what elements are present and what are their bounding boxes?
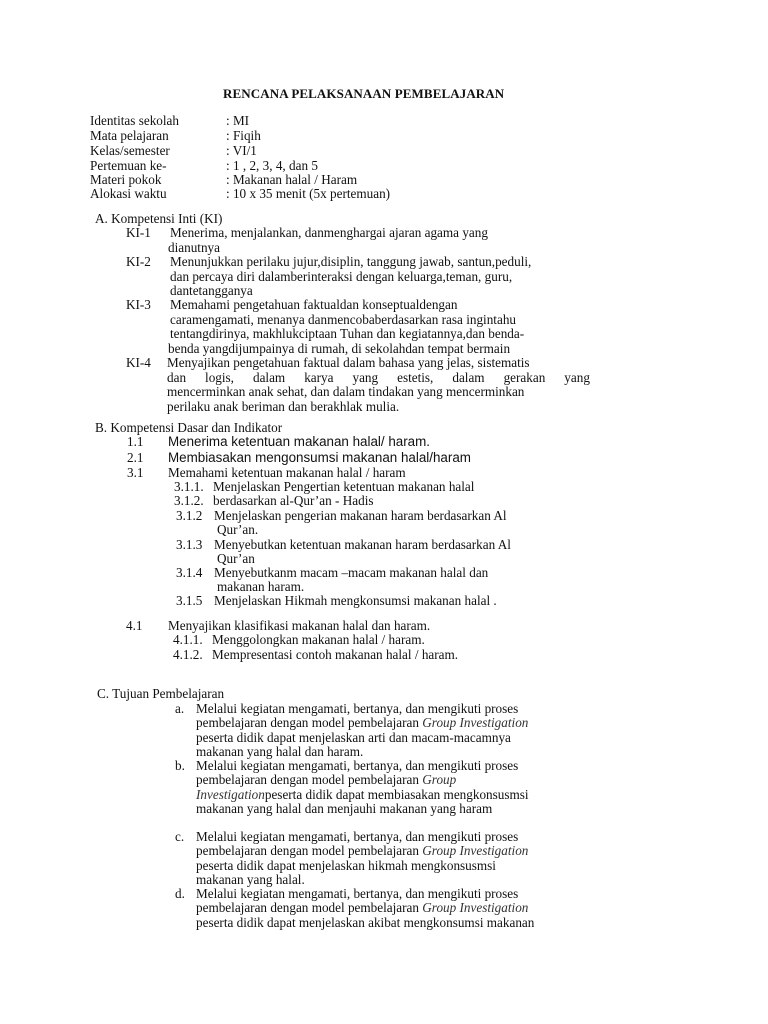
objective-text: Melalui kegiatan mengamati, bertanya, dan mengikuti proses	[196, 829, 519, 844]
italic-term: Group Investigation	[422, 843, 529, 858]
objective-text: Melalui kegiatan mengamati, bertanya, dan mengikuti proses	[196, 886, 519, 901]
identity-value: : Fiqih	[226, 128, 261, 143]
kd-code: 2.1	[127, 450, 144, 465]
italic-term: Investigation	[196, 787, 265, 802]
kd-code: 3.1	[127, 465, 144, 480]
ki-text: tentangdirinya, makhlukciptaan Tuhan dan kegiatannya,dan benda-	[170, 326, 525, 341]
word: yang	[352, 370, 379, 385]
indicator-code: 3.1.4	[176, 565, 203, 580]
identity-label: Kelas/semester	[90, 143, 170, 158]
identity-label: Identitas sekolah	[90, 113, 179, 128]
ki-code: KI-1	[126, 225, 151, 240]
word: yang	[564, 370, 590, 385]
ki-text: perilaku anak beriman dan berakhlak mulia.	[167, 399, 400, 414]
objective-text: peserta didik dapat menjelaskan akibat mengkonsumsi makanan	[196, 915, 535, 930]
indicator-text: makanan haram.	[217, 579, 305, 594]
objective-text: makanan yang halal.	[196, 872, 305, 887]
ki-text: caramengamati, menanya danmencobaberdasarkan rasa ingintahu	[170, 312, 517, 327]
ki-code: KI-3	[126, 297, 151, 312]
ki-text: dan percaya diri dalamberinteraksi dengan keluarga,teman, guru,	[170, 269, 513, 284]
indicator-code: 3.1.2.	[174, 493, 204, 508]
identity-value: : Makanan halal / Haram	[226, 172, 358, 187]
italic-term: Group Investigation	[422, 900, 529, 915]
word: dalam	[452, 370, 485, 385]
italic-term: Group	[422, 772, 457, 787]
section-a-heading: A. Kompetensi Inti (KI)	[95, 211, 223, 226]
identity-label: Pertemuan ke-	[90, 158, 167, 173]
indicator-code: 3.1.3	[176, 537, 203, 552]
word: dalam	[252, 370, 286, 385]
document-title: RENCANA PELAKSANAAN PEMBELAJARAN	[223, 86, 505, 101]
ki-text: dianutnya	[168, 240, 221, 255]
text-run: pembelajaran dengan model pembelajaran	[196, 772, 423, 787]
italic-term: Group Investigation	[422, 715, 529, 730]
word: logis,	[205, 370, 234, 385]
indicator-text: Menyebutkanm macam –macam makanan halal dan	[214, 565, 489, 580]
objective-text: makanan yang halal dan haram.	[196, 744, 364, 759]
identity-label: Alokasi waktu	[90, 186, 167, 201]
objective-letter: b.	[175, 758, 185, 773]
ki-text: benda yangdijumpainya di rumah, di sekolahdan tempat bermain	[168, 341, 511, 356]
word: gerakan	[503, 370, 546, 385]
objective-text: Melalui kegiatan mengamati, bertanya, dan mengikuti proses	[196, 758, 519, 773]
text-run: pembelajaran dengan model pembelajaran	[196, 715, 423, 730]
objective-letter: c.	[175, 829, 185, 844]
ki-text: Menerima, menjalankan, danmenghargai ajaran agama yang	[170, 225, 488, 240]
ki-code: KI-4	[126, 355, 151, 370]
objective-letter: d.	[175, 886, 185, 901]
indicator-text: Qur’an	[217, 551, 255, 566]
ki-code: KI-2	[126, 254, 151, 269]
ki-text: Menyajikan pengetahuan faktual dalam bahasa yang jelas, sistematis	[167, 355, 530, 370]
kd-code: 4.1	[126, 618, 143, 633]
identity-value: : 10 x 35 menit (5x pertemuan)	[226, 186, 391, 201]
text-run: pembelajaran dengan model pembelajaran	[196, 843, 423, 858]
kd-text: Menyajikan klasifikasi makanan halal dan haram.	[168, 618, 431, 633]
identity-value: : VI/1	[226, 143, 257, 158]
indicator-text: Qur’an.	[217, 522, 259, 537]
indicator-text: Menjelaskan pengerian makanan haram berdasarkan Al	[214, 508, 507, 523]
objective-text	[196, 843, 528, 858]
identity-label: Materi pokok	[90, 172, 162, 187]
indicator-text: berdasarkan al-Qur’an - Hadis	[213, 493, 374, 508]
section-c-heading: C. Tujuan Pembelajaran	[97, 686, 225, 701]
text-run: peserta didik dapat membiasakan mengkonsusmsi	[264, 787, 529, 802]
word: karya	[304, 370, 334, 385]
objective-text	[196, 787, 529, 802]
kd-text: Menerima ketentuan makanan halal/ haram.	[168, 434, 431, 449]
indicator-text: Menggolongkan makanan halal / haram.	[212, 632, 425, 647]
kd-text: Membiasakan mengonsumsi makanan halal/haram	[168, 450, 471, 465]
objective-letter: a.	[175, 701, 185, 716]
ki-text: Menunjukkan perilaku jujur,disiplin, tanggung jawab, santun,peduli,	[170, 254, 532, 269]
kd-code: 1.1	[127, 434, 144, 449]
ki-text: Memahami pengetahuan faktualdan konseptualdengan	[170, 297, 458, 312]
ki-text-justified	[167, 370, 590, 385]
objective-text	[196, 900, 528, 915]
indicator-text: Menyebutkan ketentuan makanan haram berdasarkan Al	[214, 537, 511, 552]
objective-text: makanan yang halal dan menjauhi makanan yang haram	[196, 801, 493, 816]
ki-text: dantetangganya	[170, 283, 253, 298]
kd-text: Memahami ketentuan makanan halal / haram	[168, 465, 406, 480]
indicator-code: 4.1.2.	[173, 647, 203, 662]
ki-text: mencerminkan anak sehat, dan dalam tindakan yang mencerminkan	[167, 384, 525, 399]
indicator-text: Mempresentasi contoh makanan halal / haram.	[212, 647, 459, 662]
identity-value: : MI	[226, 113, 250, 128]
objective-text: Melalui kegiatan mengamati, bertanya, dan mengikuti proses	[196, 701, 519, 716]
identity-value: : 1 , 2, 3, 4, dan 5	[226, 158, 318, 173]
identity-label: Mata pelajaran	[90, 128, 169, 143]
objective-text	[196, 715, 528, 730]
word: estetis,	[397, 370, 434, 385]
indicator-code: 3.1.2	[176, 508, 203, 523]
indicator-code: 3.1.1.	[174, 479, 204, 494]
objective-text: peserta didik dapat menjelaskan hikmah mengkonsusmsi	[196, 858, 496, 873]
indicator-text: Menjelaskan Hikmah mengkonsumsi makanan halal .	[214, 593, 497, 608]
section-b-heading: B. Kompetensi Dasar dan Indikator	[95, 420, 283, 435]
indicator-code: 4.1.1.	[173, 632, 203, 647]
indicator-code: 3.1.5	[176, 593, 203, 608]
objective-text: peserta didik dapat menjelaskan arti dan macam-macamnya	[196, 730, 511, 745]
text-run: pembelajaran dengan model pembelajaran	[196, 900, 423, 915]
objective-text	[196, 772, 456, 787]
word: dan	[167, 370, 187, 385]
indicator-text: Menjelaskan Pengertian ketentuan makanan halal	[213, 479, 475, 494]
